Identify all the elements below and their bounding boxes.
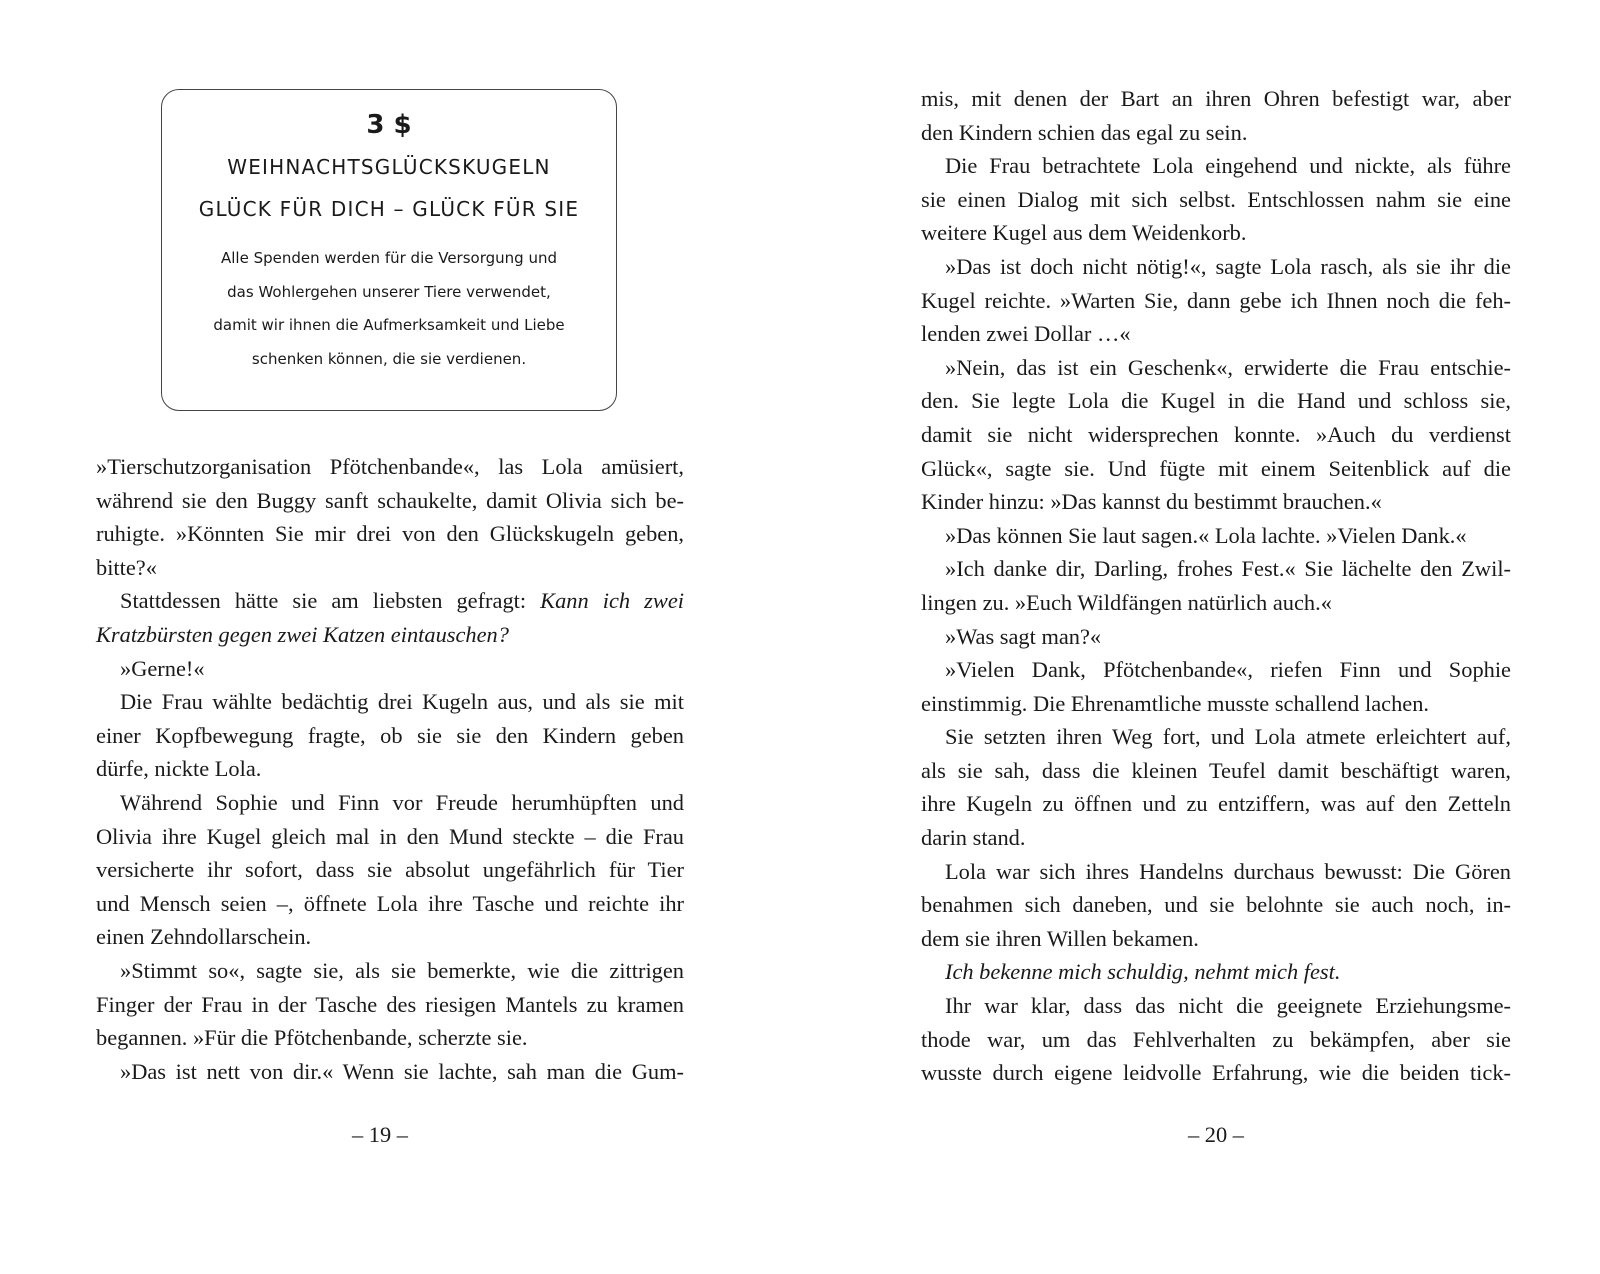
text-line: »Gerne!«: [120, 655, 205, 681]
text-line: Kinder hinzu: »Das kannst du bestimmt brauchen.«: [921, 489, 1382, 515]
text-line: »Ich danke dir, Darling, frohes Fest.« Sie lächelte den Zwil-: [945, 556, 1511, 582]
text-line: weitere Kugel aus dem Weidenkorb.: [921, 220, 1247, 246]
text-line: dem sie ihren Willen bekamen.: [921, 925, 1199, 951]
text-line: während sie den Buggy sanft schaukelte, damit Olivia sich be-: [96, 487, 684, 513]
text-line: einstimmig. Die Ehrenamtliche musste schallend lachen.: [921, 690, 1429, 716]
text-segment: Stattdessen hätte sie am liebsten gefragt:: [120, 588, 541, 614]
text-line: »Vielen Dank, Pfötchenbande«, riefen Finn und Sophie: [945, 657, 1511, 683]
text-line: Die Frau wählte bedächtig drei Kugeln aus, und als sie mit: [120, 689, 684, 715]
text-line: als sie sah, dass die kleinen Teufel damit beschäftigt waren,: [921, 757, 1511, 783]
text-line: den. Sie legte Lola die Kugel in die Hand und schloss sie,: [921, 388, 1511, 414]
card-subtitle: GLÜCK FÜR DICH – GLÜCK FÜR SIE: [198, 197, 580, 221]
text-line: Glück«, sagte sie. Und fügte mit einem Seitenblick auf die: [921, 455, 1511, 481]
text-line: »Das ist doch nicht nötig!«, sagte Lola rasch, als sie ihr die: [945, 253, 1511, 279]
text-line: begannen. »Für die Pfötchenbande, scherzte sie.: [96, 1025, 528, 1051]
text-line: Kugel reichte. »Warten Sie, dann gebe ich Ihnen noch die feh-: [921, 287, 1511, 313]
text-line: einen Zehndollarschein.: [96, 924, 312, 950]
text-line: Ihr war klar, dass das nicht die geeignete Erziehungsme-: [945, 993, 1511, 1019]
text-line: den Kindern schien das egal zu sein.: [921, 119, 1248, 145]
text-line: Die Frau betrachtete Lola eingehend und nickte, als führe: [945, 153, 1511, 179]
card-body-line: das Wohlergehen unserer Tiere verwendet,: [227, 282, 551, 301]
text-line: versicherte ihr sofort, dass sie absolut ungefährlich für Tier: [96, 857, 684, 883]
text-line: einer Kopfbewegung fragte, ob sie sie den Kindern geben: [96, 722, 684, 748]
card-title: WEIHNACHTSGLÜCKSKUGELN: [227, 155, 551, 179]
text-line: thode war, um das Fehlverhalten zu bekämpfen, aber sie: [921, 1026, 1511, 1052]
text-line: lingen zu. »Euch Wildfängen natürlich auch.«: [921, 589, 1332, 615]
donation-card: [161, 89, 617, 411]
text-line: dürfe, nickte Lola.: [96, 756, 262, 782]
text-line: »Stimmt so«, sagte sie, als sie bemerkte, wie die zittrigen: [120, 957, 684, 983]
text-line: darin stand.: [921, 825, 1026, 851]
text-line: ihre Kugeln zu öffnen und zu entziffern, was auf den Zetteln: [921, 791, 1511, 817]
text-line: lenden zwei Dollar …«: [921, 321, 1131, 347]
text-line: wusste durch eigene leidvolle Erfahrung, wie die beiden tick-: [921, 1060, 1511, 1086]
text-line: Ich bekenne mich schuldig, nehmt mich fest.: [945, 959, 1341, 985]
text-line: Finger der Frau in der Tasche des riesigen Mantels zu kramen: [96, 991, 684, 1017]
text-line: und Mensch seien –, öffnete Lola ihre Tasche und reichte ihr: [96, 890, 684, 916]
text-line: sie einen Dialog mit sich selbst. Entschlossen nahm sie eine: [921, 186, 1511, 212]
text-line: Lola war sich ihres Handelns durchaus bewusst: Die Gören: [945, 858, 1511, 884]
left-page: [96, 0, 684, 1274]
card-body: [189, 242, 589, 376]
card-body-line: Alle Spenden werden für die Versorgung und: [221, 249, 557, 267]
page-number: – 19 –: [352, 1122, 408, 1147]
right-page-text: [921, 82, 1511, 1090]
card-price: 3 $: [366, 110, 412, 140]
text-line: »Nein, das ist ein Geschenk«, erwiderte die Frau entschie-: [945, 354, 1511, 380]
text-line: »Tierschutzorganisation Pfötchenbande«, las Lola amüsiert,: [96, 454, 684, 479]
text-line: mis, mit denen der Bart an ihren Ohren befestigt war, aber: [921, 86, 1511, 111]
card-body-line: schenken können, die sie verdienen.: [251, 349, 527, 368]
text-line: bitte?«: [96, 554, 157, 580]
text-line: »Das ist nett von dir.« Wenn sie lachte, sah man die Gum-: [120, 1058, 684, 1084]
text-line: [96, 584, 684, 618]
text-line: Während Sophie und Finn vor Freude herumhüpften und: [120, 789, 684, 815]
text-line: ruhigte. »Könnten Sie mir drei von den Glückskugeln geben,: [96, 521, 684, 547]
italic-segment: Kann ich zwei: [540, 588, 684, 614]
text-line: »Das können Sie laut sagen.« Lola lachte. »Vielen Dank.«: [945, 522, 1467, 548]
left-page-text: [96, 450, 684, 1088]
text-line: damit sie nicht widersprechen konnte. »Auch du verdienst: [921, 421, 1511, 447]
text-line: Sie setzten ihren Weg fort, und Lola atmete erleichtert auf,: [945, 724, 1511, 750]
text-line: Olivia ihre Kugel gleich mal in den Mund steckte – die Frau: [96, 823, 684, 849]
text-line: Kratzbürsten gegen zwei Katzen eintauschen?: [96, 621, 509, 647]
card-body-line: damit wir ihnen die Aufmerksamkeit und Liebe: [213, 316, 565, 334]
right-page: [921, 0, 1511, 1274]
text-line: benahmen sich daneben, und sie belohnte sie auch noch, in-: [921, 892, 1511, 918]
text-line: »Was sagt man?«: [945, 623, 1102, 649]
page-number: – 20 –: [1188, 1122, 1244, 1147]
